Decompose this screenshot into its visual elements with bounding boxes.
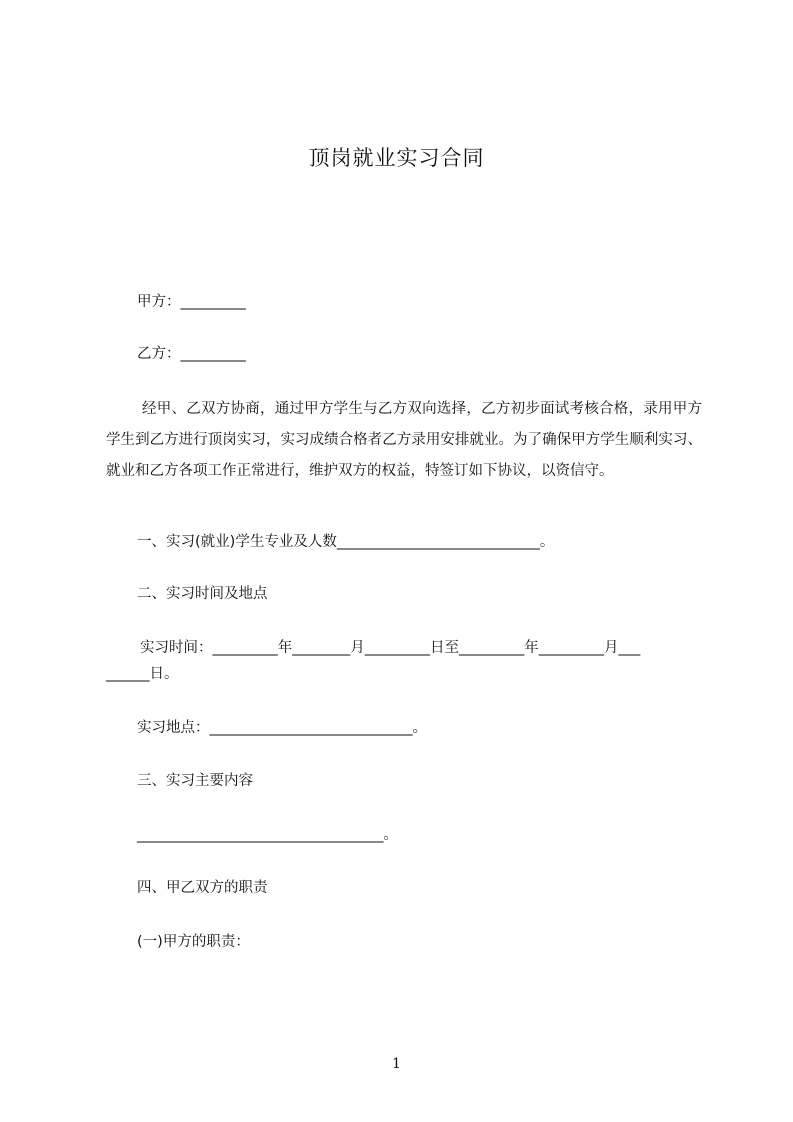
document-title: 顶岗就业实习合同: [308, 146, 485, 170]
section-4-heading: 四、甲乙双方的职责: [137, 880, 268, 896]
internship-time-line: 实习时间：_________年________月_________日至_________年_________月___: [140, 640, 641, 656]
subsection-party-a-duties: (一)甲方的职责：: [137, 934, 250, 950]
internship-location-line: 实习地点：____________________________。: [137, 720, 427, 736]
internship-time-line-continued: ______日。: [106, 666, 179, 682]
intro-paragraph: 经甲、乙双方协商，通过甲方学生与乙方双向选择，乙方初步面试考核合格，录用甲方学生到乙方进行顶岗实习，实习成绩合格者乙方录用安排就业。为了确保甲方学生顺利实习、就业和乙方各项工作正常进行，维护双方的权益，特签订如下协议，以资信守。: [106, 401, 702, 479]
section-1-heading: 一、实习(就业)学生专业及人数____________________________。: [137, 534, 555, 550]
party-b-line: 乙方：_________: [137, 346, 246, 362]
section-2-heading: 二、实习时间及地点: [137, 586, 268, 602]
party-a-line: 甲方：_________: [137, 294, 246, 310]
content-blank-line: __________________________________。: [137, 827, 398, 843]
section-3-heading: 三、实习主要内容: [137, 773, 253, 789]
page-number: 1: [392, 1056, 401, 1072]
